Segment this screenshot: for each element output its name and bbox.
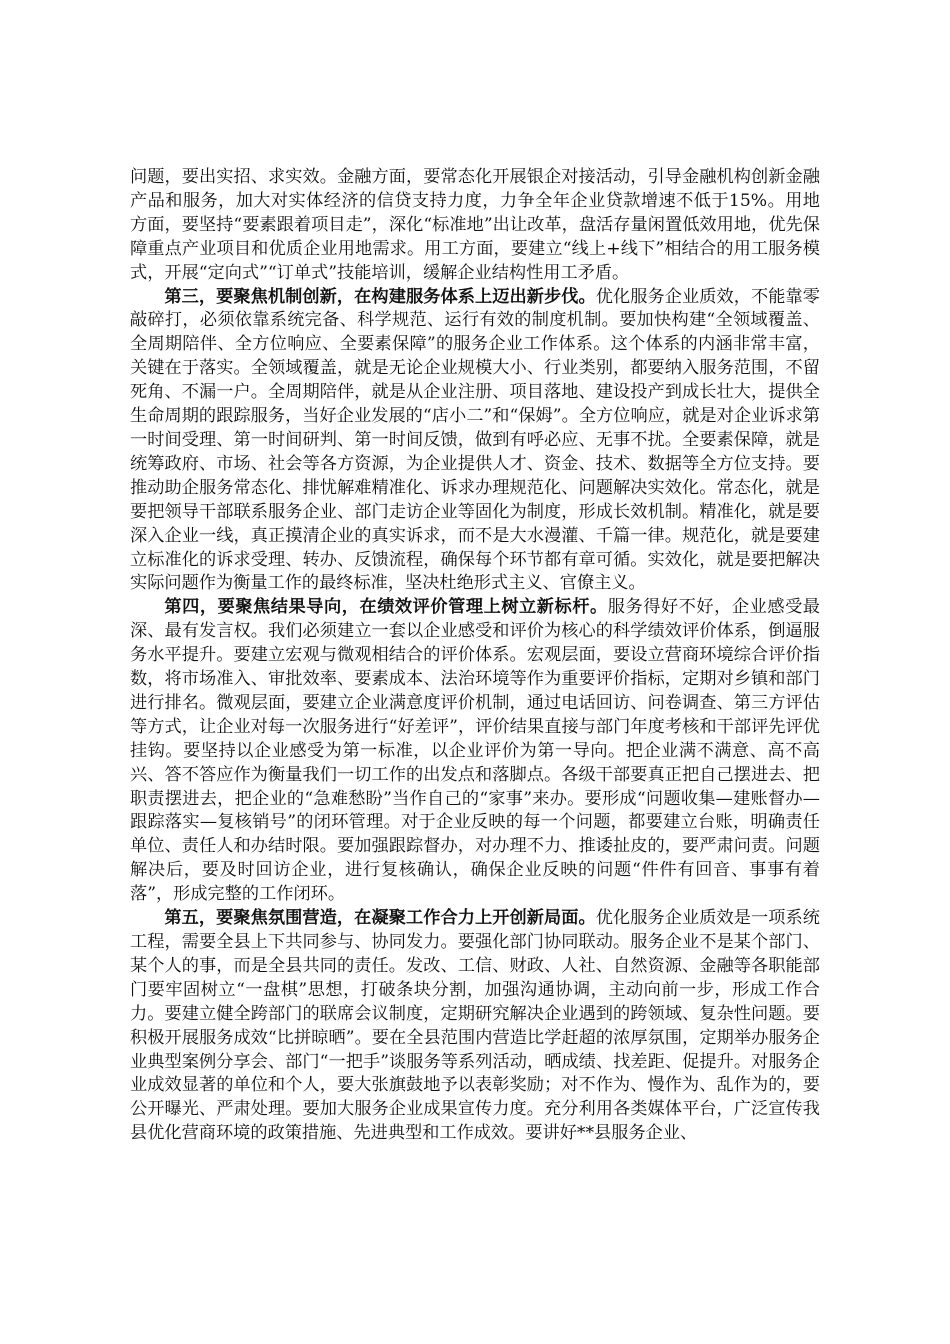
paragraph-text: 优化服务企业质效，不能靠零敲碎打，必须依靠系统完备、科学规范、运行有效的制度机制。要加快构建“全领域覆盖、全周期陪伴、全方位响应、全要素保障”的服务企业工作体系。这个体系的内涵非常丰富，关键在于落实。全领域覆盖，就是无论企业规模大小、行业类别，都要纳入服务范围，不留死角、不漏一户。全周期陪伴，就是从企业注册、项目落地、建设投产到成长壮大，提供全生命周期的跟踪服务，当好企业发展的“店小二”和“保姆”。全方位响应，就是对企业诉求第一时间受理、第一时间研判、第一时间反馈，做到有呼必应、无事不扰。全要素保障，就是统筹政府、市场、社会等各方资源，为企业提供人才、资金、技术、数据等全方位支持。要推动助企服务常态化、排忧解难精准化、诉求办理规范化、问题解决实效化。常态化，就是要把领导干部联系服务企业、部门走访企业等固化为制度，形成长效机制。精准化，就是要深入企业一线，真正摸清企业的真实诉求，而不是大水漫灌、千篇一律。规范化，就是要建立标准化的诉求受理、转办、反馈流程，确保每个环节都有章可循。实效化，就是要把解决实际问题作为衡量工作的最终标准，坚决杜绝形式主义、官僚主义。 xyxy=(130,286,820,594)
paragraph-text: 服务得好不好，企业感受最深、最有发言权。我们必须建立一套以企业感受和评价为核心的科学绩效评价体系，倒逼服务水平提升。要建立宏观与微观相结合的评价体系。宏观层面，要设立营商环境综合评价指数，将市场准入、审批效率、要素成本、法治环境等作为重要评价指标，定期对乡镇和部门进行排名。微观层面，要建立企业满意度评价机制，通过电话回访、问卷调查、第三方评估等方式，让企业对每一次服务进行“好差评”，评价结果直接与部门年度考核和干部评先评优挂钩。要坚持以企业感受为第一标准，以企业评价为第一导向。把企业满不满意、高不高兴、答不答应作为衡量我们一切工作的出发点和落脚点。各级干部要真正把自己摆进去、把职责摆进去，把企业的“急难愁盼”当作自己的“家事”来办。要形成“问题收集—建账督办—跟踪落实—复核销号”的闭环管理。对于企业反映的每一个问题，都要建立台账，明确责任单位、责任人和办结时限。要加强跟踪督办，对办理不力、推诿扯皮的，要严肃问责。问题解决后，要及时回访企业，进行复核确认，确保企业反映的问题“件件有回音、事事有着落”，形成完整的工作闭环。 xyxy=(130,597,820,905)
paragraph-text: 优化服务企业质效是一项系统工程，需要全县上下共同参与、协同发力。要强化部门协同联动。服务企业不是某个部门、某个人的事，而是全县共同的责任。发改、工信、财政、人社、自然资源、金融等各职能部门要牢固树立“一盘棋”思想，打破条块分割，加强沟通协调，主动向前一步，形成工作合力。要建立健全跨部门的联席会议制度，定期研究解决企业遇到的跨领域、复杂性问题。要积极开展服务成效“比拼晾晒”。要在全县范围内营造比学赶超的浓厚氛围，定期举办服务企业典型案例分享会、部门“一把手”谈服务等系列活动，晒成绩、找差距、促提升。对服务企业成效显著的单位和个人，要大张旗鼓地予以表彰奖励；对不作为、慢作为、乱作为的，要公开曝光、严肃处理。要加大服务企业成果宣传力度。充分利用各类媒体平台，广泛宣传我县优化营商环境的政策措施、先进典型和工作成效。要讲好**县服务企业、 xyxy=(130,908,820,1144)
paragraph-text: 问题，要出实招、求实效。金融方面，要常态化开展银企对接活动，引导金融机构创新金融产品和服务，加大对实体经济的信贷支持力度，力争全年企业贷款增速不低于15%。用地方面，要坚持“要素跟着项目走”，深化“标准地”出让改革，盘活存量闲置低效用地，优先保障重点产业项目和优质企业用地需求。用工方面，要建立“线上+线下”相结合的用工服务模式，开展“定向式”“订单式”技能培训，缓解企业结构性用工矛盾。 xyxy=(130,167,820,283)
section-heading-four: 第四，要聚焦结果导向，在绩效评价管理上树立新标杆。 xyxy=(164,597,608,618)
paragraph-section-three xyxy=(130,286,820,597)
document-body xyxy=(130,166,820,1146)
section-heading-three: 第三，要聚焦机制创新，在构建服务体系上迈出新步伐。 xyxy=(164,286,596,307)
paragraph-continuation xyxy=(130,166,820,286)
paragraph-section-four xyxy=(130,596,820,907)
section-heading-five: 第五，要聚焦氛围营造，在凝聚工作合力上开创新局面。 xyxy=(164,908,596,929)
paragraph-section-five xyxy=(130,907,820,1146)
